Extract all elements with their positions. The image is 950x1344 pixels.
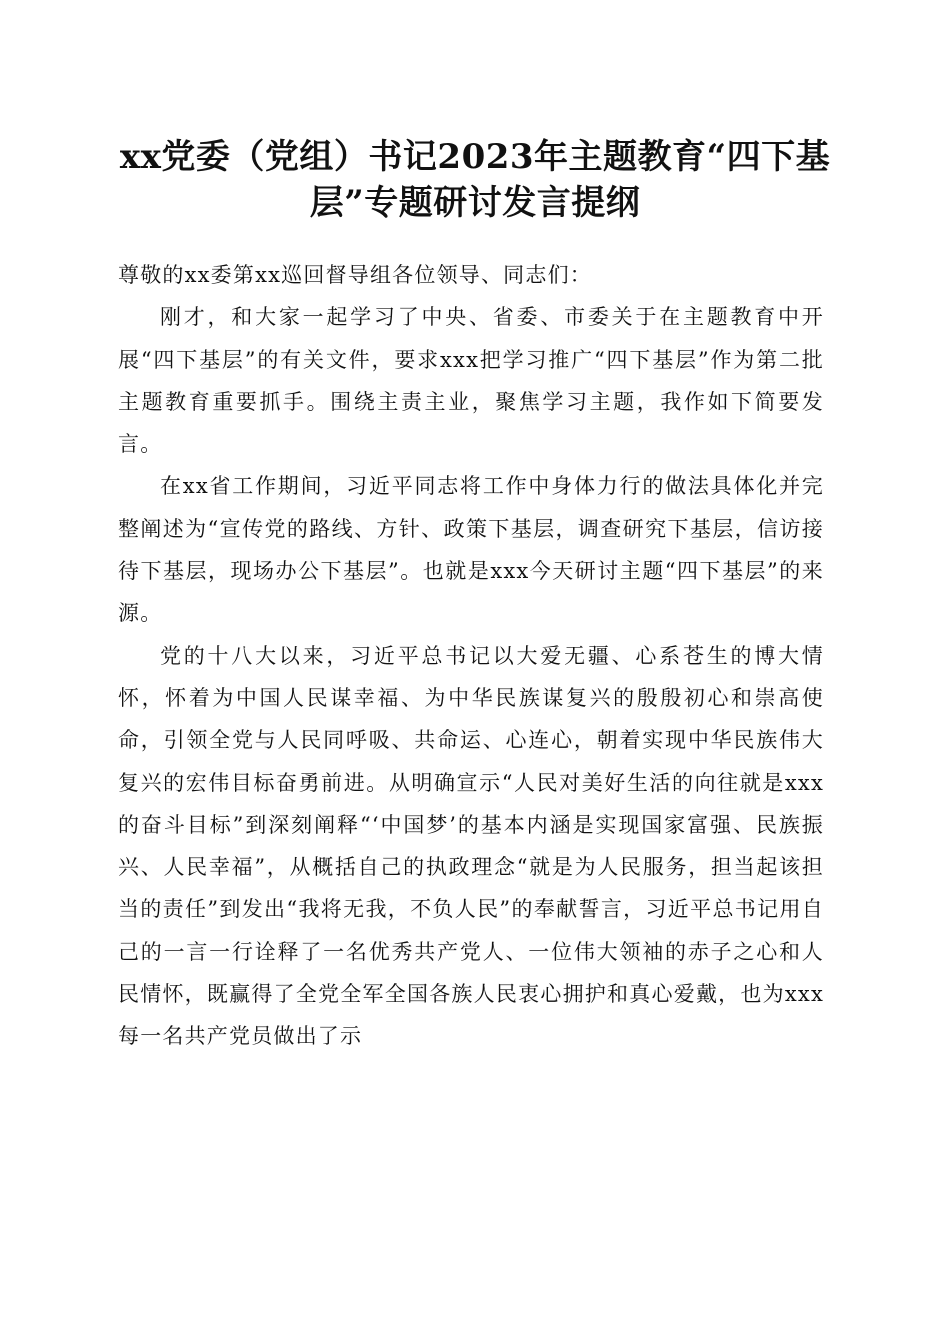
salutation: 尊敬的xx委第xx巡回督导组各位领导、同志们：	[118, 263, 592, 287]
paragraph-2: 在xx省工作期间，习近平同志将工作中身体力行的做法具体化并完整阐述为“宣传党的路线、方针、政策下基层，调查研究下基层，信访接待下基层，现场办公下基层”。也就是xxx今天研讨主题“四下基层”的来源。	[118, 474, 824, 626]
paragraph-1: 刚才，和大家一起学习了中央、省委、市委关于在主题教育中开展“四下基层”的有关文件，要求xxx把学习推广“四下基层”作为第二批主题教育重要抓手。围绕主责主业，聚焦学习主题，我作如下简要发言。	[118, 305, 824, 457]
paragraph-3: 党的十八大以来，习近平总书记以大爱无疆、心系苍生的博大情怀，怀着为中国人民谋幸福、为中华民族谋复兴的殷殷初心和崇高使命，引领全党与人民同呼吸、共命运、心连心，朝着实现中华民族伟大复兴的宏伟目标奋勇前进。从明确宣示“人民对美好生活的向往就是xxx的奋斗目标”到深刻阐释“‘中国梦’的基本内涵是实现国家富强、民族振兴、人民幸福”，从概括自己的执政理念“就是为人民服务，担当起该担当的责任”到发出“我将无我，不负人民”的奉献誓言，习近平总书记用自己的一言一行诠释了一名优秀共产党人、一位伟大领袖的赤子之心和人民情怀，既赢得了全党全军全国各族人民衷心拥护和真心爱戴，也为xxx每一名共产党员做出了示	[118, 643, 824, 1049]
document-body	[118, 254, 824, 1058]
document-title: xx党委（党组）书记2023年主题教育“四下基层”专题研讨发言提纲	[119, 137, 831, 223]
